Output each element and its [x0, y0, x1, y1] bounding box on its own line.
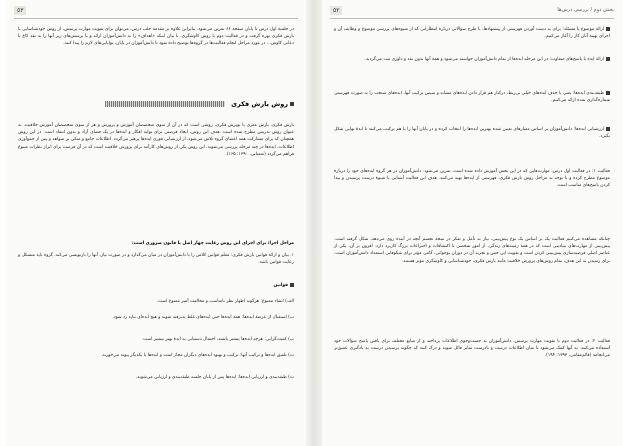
right-block-activity1: فعالیت ۱: در فعالیت اول درس، مهارت‌هایی که در این بخش آموزش داده شده است، تمرین می‌شود. دانش‌آموزان در هر گروه ایده‌های خود را دربارهٔ موضوع مطرح کرده و با توجه به مراحل روش بارش فکری، فهرستی از ایده‌ها تهیه می‌کنند. هدف این فعالیت آشنایی با شیوهٔ درست پرسیدن و پیدا کردن پاسخ‌های مناسب است. [334, 169, 610, 189]
left-page [6, 0, 306, 446]
right-block-step2 [334, 26, 610, 40]
right-page [322, 0, 622, 446]
rules-square-icon [290, 283, 294, 287]
rules-heading-text: قوانین [273, 283, 288, 288]
right-page-number: ٥٢ [330, 6, 342, 15]
left-page-number: ٥٣ [14, 6, 26, 15]
section-title-bar [105, 101, 225, 107]
left-rule-c: پ) کمیت‌گرایی: هرچه ایده‌ها بیشتر باشند، احتمال دستیابی به ایدهٔ بهتر بیشتر است. [141, 337, 294, 342]
left-block-intro: در جلسهٔ اول درس تا پایان صفحهٔ ۶۶ تمرین می‌شود. بنابراین علاوه بر مقدمهٔ جلب درس، می‌توان برای تقویت مهارت پرسش، از روش خودشناسایی یا بارش فکری بهره گرفت و در فعالیت دوم با روش کاوشگری، با بیان اینکه «اهداف» را به دانش‌آموزان ارائه و با پرسش‌های زیر آنها را به نقد کاغ یا دعانی کاوش... در مورد مراحل انجام فعالیت‌ها در گروه‌ها توضیح داده شود تا دانش‌آموزان در پایان، توانایی‌های لازم را پیدا کنند. [18, 27, 295, 47]
left-block-definition: بارش فکری، بارش مغزی یا بوبرش فکری، روشی است که در آن از سوی متخصصان آموزش و پرورش و هر از سوی متخصصان آموزش خلاقیت، به عنوان روش تدریس مطرح شده است. هدف این روش، ایجاد فرصتی برای تولید افکار و ایده‌ها در یک فضای آزاد و بدون انتقاد است. در این روش همچنان که برای مشارکت همه اعضای گروه تلاش می‌شود، از ارزشیابی فوری ایده‌ها پرهیز می‌گردد. اطلاعات جامع و متکی بر شواهد و پس از جمع‌آوری اطلاعات، ایده‌ها در چند مرحله بررسی می‌شوند. این روش یکی از روش‌های کارآمد برای پرورش خلاقیت است که در آن فرصت برای ابراز نظرات متنوع فراهم می‌گردد (شعبانی، ۱۳۹۰: ۱۶۵). [18, 123, 294, 157]
bullet-square-icon [606, 127, 610, 131]
right-step5-text: ارزشیابی ایده‌ها: دانش‌آموزان بر اساس معیارهای تعیین شده بهترین ایده‌ها را انتخاب کرده و در پایان آنها را با هم ترکیب می‌کنند تا ایدهٔ نهایی شکل بگیرد. [334, 127, 610, 140]
left-block-step1: ۱. بیان و ارائهٔ قوانین بارش فکری: معلم قوانین کلاس را با دانش‌آموزان در میان می‌گذارد و در صورت نیاز، آنها را بازنویسی می‌کند. گروه باید متشکل و رعایت قوانین باشد. [18, 253, 294, 266]
section-title-text: روش بارش فکری [231, 100, 288, 108]
left-rule-e: ث) طبقه‌بندی و ارزیابی ایده‌ها: ایده‌ها پس از پایان جلسه طبقه‌بندی و ارزیابی می‌شوند. [135, 375, 294, 380]
bullet-square-icon [606, 91, 610, 95]
right-block-step4 [334, 90, 610, 104]
left-block-steps: مراحل اجرا: برای اجرای این روش رعایت چهار اصل با قانون ضروری است: [131, 241, 294, 246]
right-step4-text: طبقه‌بندی ایده‌ها: یعنی با حذف ایده‌های خیلی بی‌ربط، درکنار هم قرار دادن ایده‌های مشابه و سپس ترکیب آنها، ایده‌های منتخب را به صورت فهرستی شماره‌گذاری شده ارائه می‌کنیم. [334, 91, 610, 104]
right-block-prediction: چنانکه مشاهده می‌کنیم فعالیت یک بر اساس یک نوع پیش‌بینی، نیاز به تأمل و تفکر در نتیجهٔ تجسم آنچه در آینده روی می‌دهد، شکل گرفته است. پیش‌بینی از مهارت‌های بنیادینی است که در همهٔ زمینه‌های زندگی، از امور شخصی تا اکتشافات و اختراعات بزرگ کاربرد دارد. افزون بر آن، یکی از عناصر اصلی فرضیه‌سازی پیش‌بینی کردن است و تقویت این حس و تجربه آن در دوران نوجوانی، گامی مؤثر برای شکوفایی استعداد دانش‌آموزان است. برای رسیدن به این هدف، تمام روش‌های پرورش خلاقیت مانند بارش فکری، خودشناسایی و کاوشگری مؤثر هستند. [334, 237, 610, 264]
right-block-activity2: فعالیت ۲: در فعالیت دوم با تقویت مهارت پرسش، دانش‌آموزان به جست‌وجوی اطلاعات پرداخته و از منابع مختلف برای یافتن پاسخ سؤالات خود استفاده می‌کنند. به آنها کمک می‌شود تا میان اطلاعات درست و نادرست تمایز قائل شوند و درک کنند که چگونه پرسیدن درست به یادگیری عمیق‌تر می‌انجامد (قائم‌مقامی، ۱۳۹۳: ۱۹۴). [334, 339, 610, 359]
bullet-square-icon [606, 27, 610, 31]
right-step3-text: ارائهٔ ایده یا پاسخ‌های متفاوت: در این مرحله ایده‌ها از تمام دانش‌آموزان خواسته می‌شود و همهٔ آنها بدون نقد و داوری ثبت می‌گردند. [364, 57, 604, 62]
left-rule-a: الف) انتقاد ممنوع: هرگونه اظهار نظر نامناسب و مخالفت آمیز ممنوع است. [156, 299, 294, 304]
left-rule-d: ت) تلفیق ایده‌ها و ترکیب آنها: ترکیب و بهبود ایده‌های دیگران مجاز است و ایده‌ها با یکدیگر پیوند می‌خورند. [101, 353, 294, 358]
left-rule-b: ب) استقبال از عرضهٔ ایده‌ها: همهٔ ایده‌ها حتی ایده‌های غلط پذیرفته شوند و هیچ ایده‌ای نباید رد شود. [112, 315, 294, 320]
right-step2-text: ارائهٔ موضوع یا مسئله: برای به دست آوردن فهرستی از پیشنهادها، با طرح سؤالاتی دربارهٔ انتظاراتی که از شیوه‌های بررسی موضوع و وظایف آن و اجرای بهینهٔ آنان کار را آغاز می‌کنیم. [334, 27, 610, 40]
section-title-brainstorming [105, 100, 294, 108]
book-gutter [306, 0, 322, 446]
running-title: بخش دوم / بررسی درس‌ها [557, 7, 614, 13]
left-rules-heading [18, 282, 294, 289]
left-page-header [14, 4, 298, 19]
bullet-square-icon [606, 57, 610, 61]
right-block-step5 [334, 126, 610, 140]
right-block-step3 [334, 56, 610, 63]
right-page-header [330, 4, 614, 19]
section-square-icon [290, 102, 294, 106]
